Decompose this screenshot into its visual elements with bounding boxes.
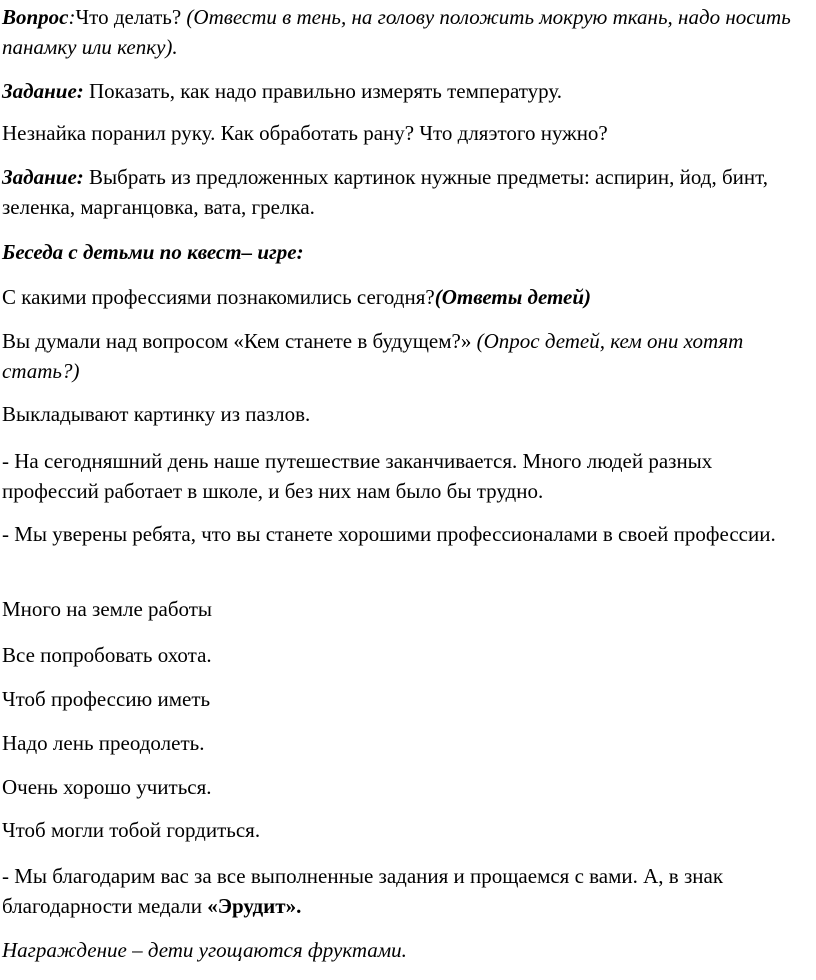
task-text: Показать, как надо правильно измерять температуру.: [83, 79, 563, 103]
poem-line: [2, 772, 802, 802]
poem-line: [2, 594, 802, 624]
question-text: Что делать?: [75, 5, 187, 29]
wound-text: Незнайка поранил руку. Как обработать рану? Что дляэтого нужно?: [2, 121, 608, 145]
farewell-paragraph: [2, 861, 802, 921]
question-note: (Отвести в тень, на голову положить мокрую ткань, надо носить панамку или кепку).: [2, 5, 791, 59]
task-label: Задание:: [2, 79, 84, 103]
poem-line: [2, 684, 802, 714]
journey-end-paragraph: [2, 446, 802, 506]
poem-line-text: Чтоб профессию иметь: [2, 687, 211, 711]
task-paragraph-temperature: [2, 76, 802, 106]
poem-line: [2, 815, 802, 845]
poem-line-text: Все попробовать охота.: [2, 643, 212, 667]
professions-question: [2, 282, 802, 312]
puzzle-paragraph: [2, 399, 802, 429]
professions-question-note: (Ответы детей): [434, 285, 592, 309]
professionals-paragraph: [2, 519, 802, 549]
puzzle-text: Выкладывают картинку из пазлов.: [2, 402, 311, 426]
poem-line-text: Много на земле работы: [2, 597, 213, 621]
task-text: Выбрать из предложенных картинок нужные предметы: аспирин, йод, бинт, зеленка, марганцовка, вата, грелка.: [2, 165, 768, 219]
professionals-text: - Мы уверены ребята, что вы станете хорошими профессионалами в своей профессии.: [2, 522, 776, 546]
conversation-heading-text: Беседа с детьми по квест– игре:: [2, 240, 304, 264]
wound-paragraph: [2, 118, 802, 148]
future-question: [2, 326, 802, 386]
task-label: Задание:: [2, 165, 84, 189]
conversation-heading: [2, 237, 802, 267]
poem-line-text: Чтоб могли тобой гордиться.: [2, 818, 261, 842]
farewell-text: - Мы благодарим вас за все выполненные задания и прощаемся с вами. А, в знак благодарности медали: [2, 864, 724, 918]
medal-name: «Эрудит».: [207, 894, 302, 918]
task-paragraph-pictures: [2, 162, 802, 222]
professions-question-text: С какими профессиями познакомились сегодня?: [2, 285, 435, 309]
question-colon: :: [68, 5, 76, 29]
future-question-text: Вы думали над вопросом «Кем станете в будущем?»: [2, 329, 477, 353]
poem-line: [2, 640, 802, 670]
poem-line-text: Очень хорошо учиться.: [2, 775, 212, 799]
journey-end-text: - На сегодняшний день наше путешествие заканчивается. Много людей разных профессий работает в школе, и без них нам было бы трудно.: [2, 449, 713, 503]
future-question-note: (Опрос детей, кем они хотят стать?): [2, 329, 744, 383]
award-text: Награждение – дети угощаются фруктами.: [2, 938, 407, 962]
award-paragraph: [2, 935, 802, 965]
question-label: Вопрос: [2, 5, 69, 29]
question-paragraph: [2, 2, 802, 62]
poem-line: [2, 728, 802, 758]
poem-line-text: Надо лень преодолеть.: [2, 731, 205, 755]
